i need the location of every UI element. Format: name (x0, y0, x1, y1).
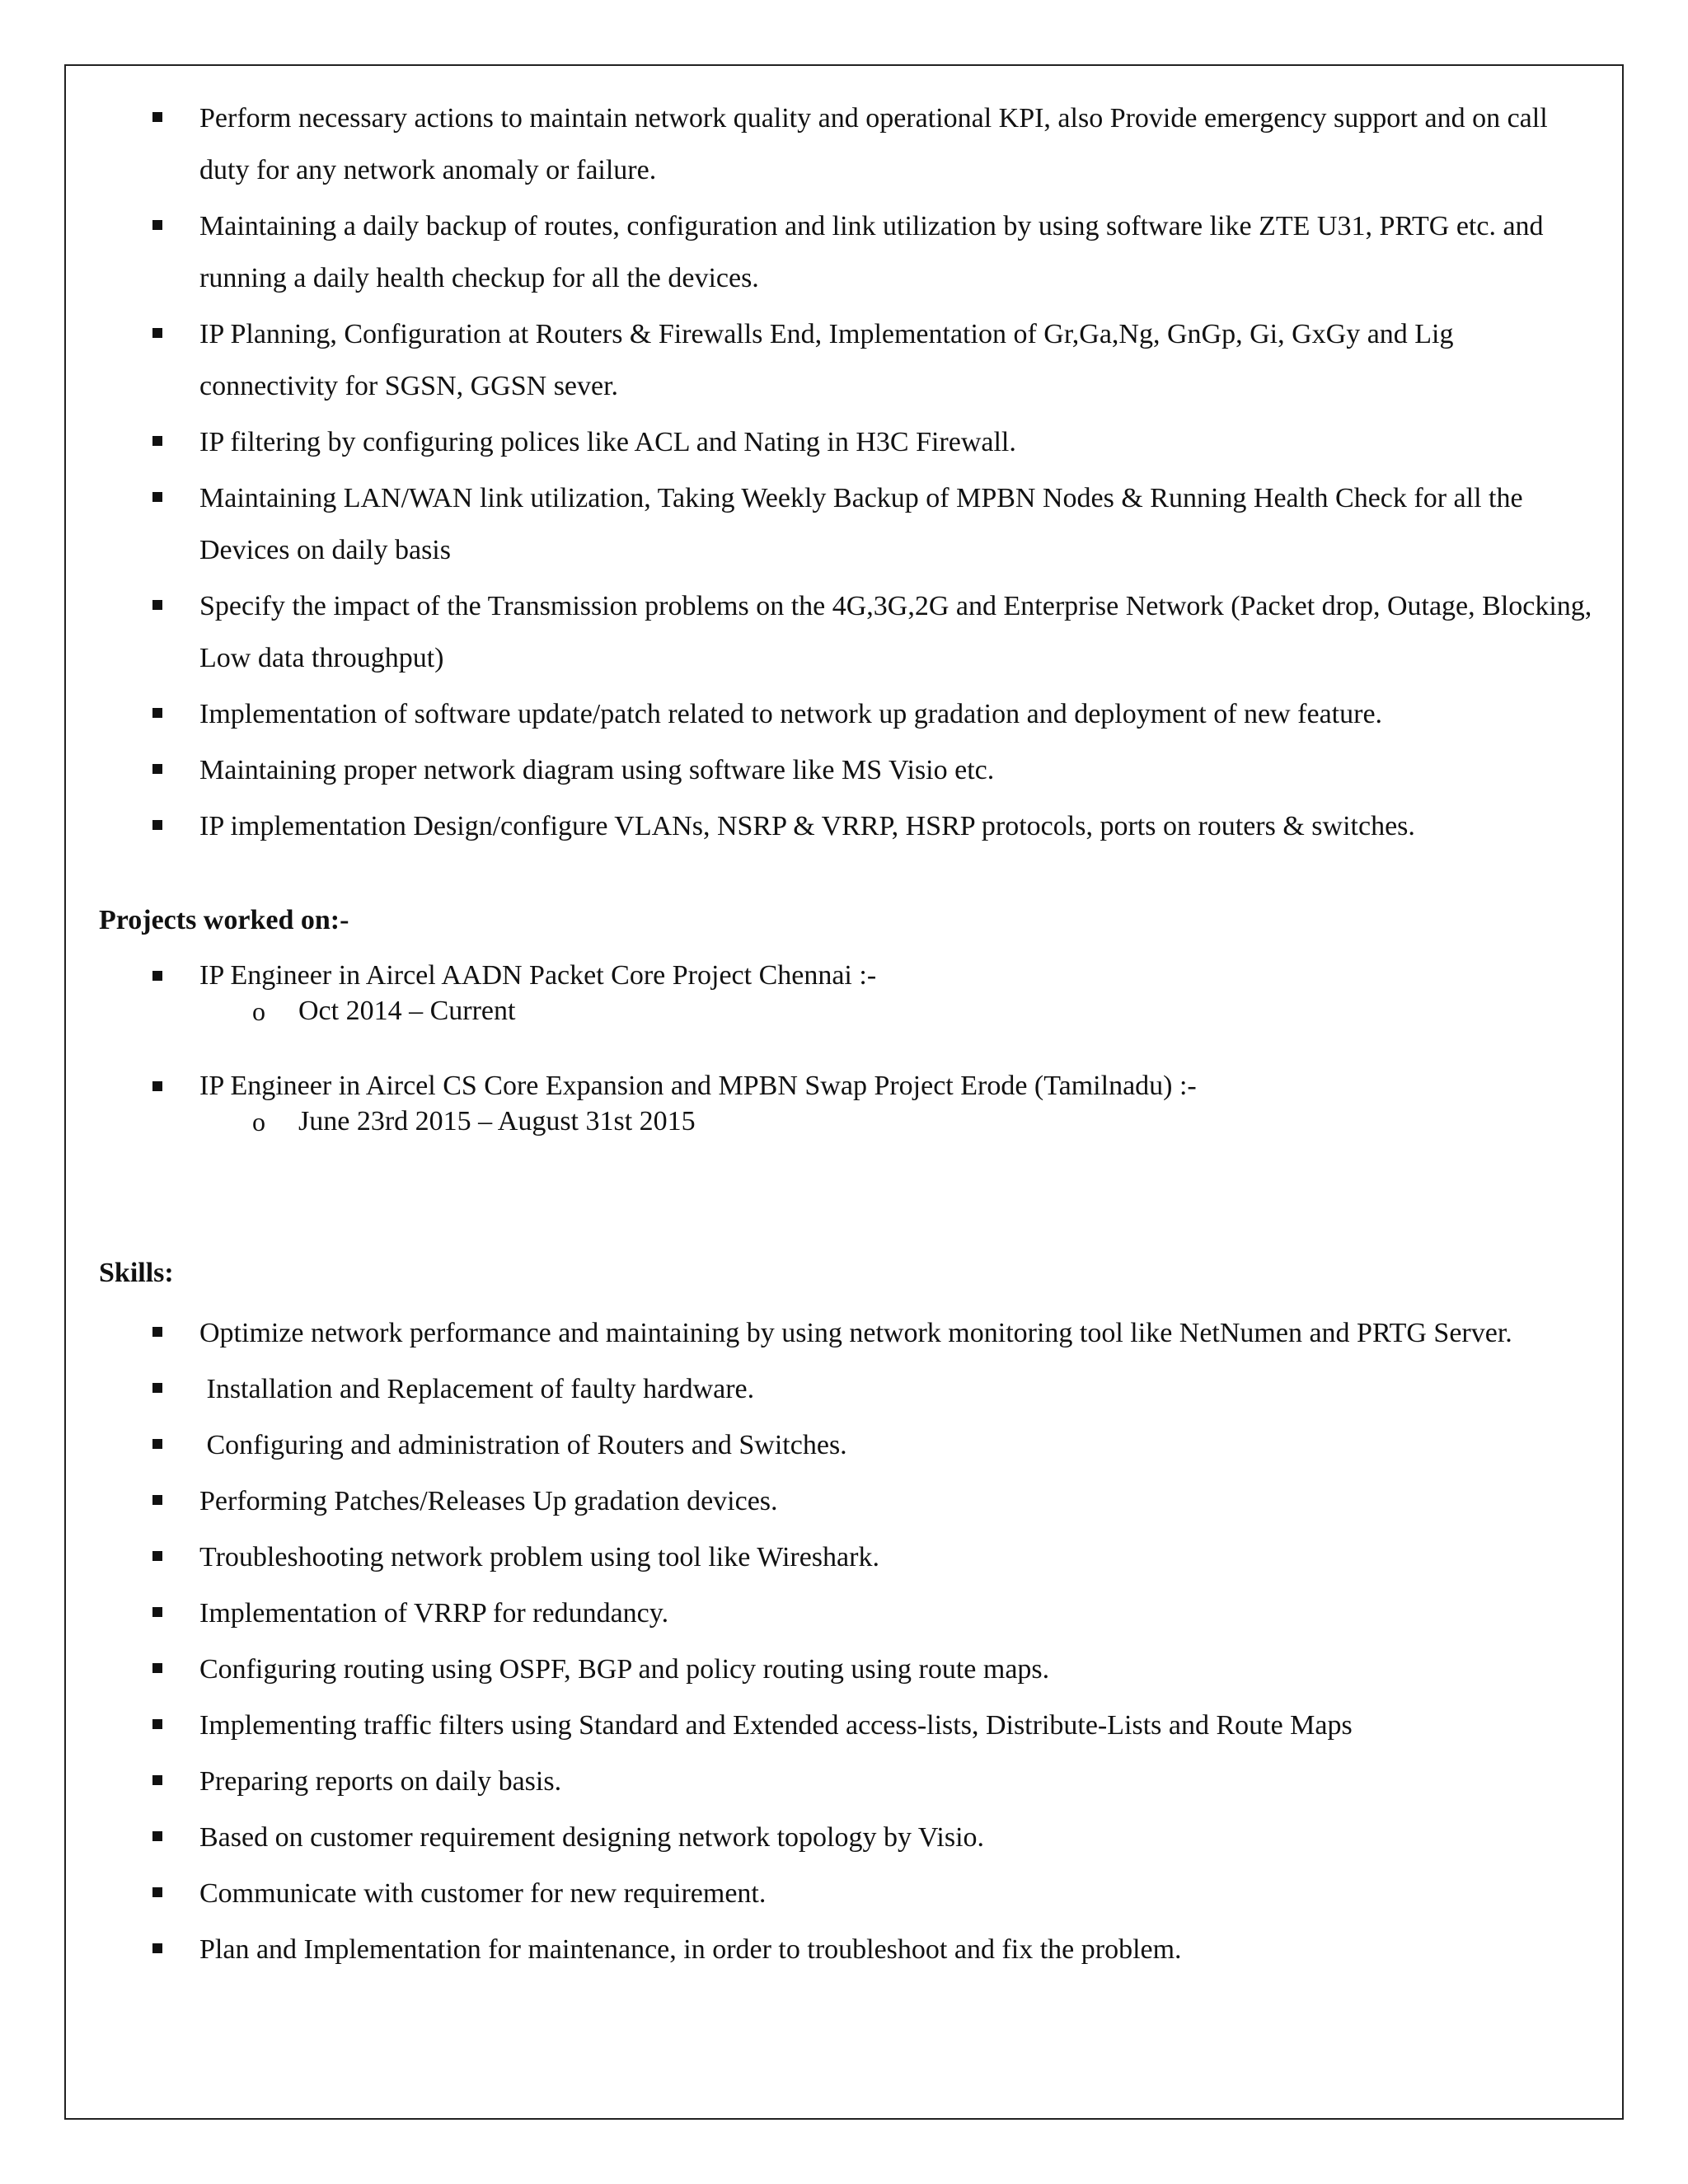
square-bullet-icon (152, 600, 162, 610)
list-item (99, 744, 1599, 796)
project-period-text: Oct 2014 – Current (298, 996, 516, 1026)
list-item-text: Implementation of VRRP for redundancy. (199, 1598, 669, 1629)
skills-heading: Skills: (99, 1258, 174, 1288)
square-bullet-icon (152, 1495, 162, 1505)
square-bullet-icon (152, 436, 162, 446)
list-item-text: Perform necessary actions to maintain network quality and operational KPI, also Provide emergency support and on call duty for any network anomaly or failure. (199, 103, 1548, 185)
list-item-text: Communicate with customer for new requirement. (199, 1878, 767, 1909)
project-item (99, 1068, 1599, 1104)
list-item (99, 1699, 1599, 1751)
list-item (99, 1531, 1599, 1583)
circle-bullet-icon: o (252, 1107, 265, 1137)
list-item-text: Performing Patches/Releases Up gradation devices. (199, 1486, 778, 1516)
list-item (99, 1811, 1599, 1863)
list-item-text: Implementation of software update/patch related to network up gradation and deployment of new feature. (199, 699, 1383, 729)
square-bullet-icon (152, 1719, 162, 1729)
list-item (99, 472, 1599, 576)
list-item (99, 416, 1599, 468)
circle-bullet-icon: o (252, 996, 265, 1026)
square-bullet-icon (152, 1439, 162, 1449)
list-item-text: Maintaining proper network diagram using software like MS Visio etc. (199, 755, 995, 785)
project-period-text: June 23rd 2015 – August 31st 2015 (298, 1106, 696, 1137)
projects-list (99, 958, 1599, 1139)
list-item (99, 92, 1599, 196)
square-bullet-icon (152, 764, 162, 774)
list-item-text: Based on customer requirement designing network topology by Visio. (199, 1822, 985, 1853)
list-item (99, 688, 1599, 740)
list-item (99, 308, 1599, 412)
square-bullet-icon (152, 112, 162, 122)
list-item-text: Preparing reports on daily basis. (199, 1766, 562, 1797)
list-item (99, 1419, 1599, 1471)
square-bullet-icon (152, 1551, 162, 1561)
list-item (99, 1475, 1599, 1527)
list-item-text: Troubleshooting network problem using tool like Wireshark. (199, 1542, 879, 1572)
list-item (99, 1643, 1599, 1695)
list-item (99, 1587, 1599, 1639)
square-bullet-icon (152, 220, 162, 230)
project-item (99, 958, 1599, 994)
list-item (99, 1307, 1599, 1359)
square-bullet-icon (152, 1383, 162, 1393)
list-item (99, 800, 1599, 852)
square-bullet-icon (152, 492, 162, 502)
projects-heading: Projects worked on:- (99, 905, 349, 935)
square-bullet-icon (152, 1943, 162, 1953)
duties-list (99, 92, 1599, 852)
list-item-text: IP Planning, Configuration at Routers & Firewalls End, Implementation of Gr,Ga,Ng, GnGp, Gi, GxGy and Lig connectivity for SGSN, GGSN sever. (199, 319, 1454, 401)
square-bullet-icon (152, 1081, 162, 1091)
list-item (99, 1924, 1599, 1975)
list-item (99, 580, 1599, 684)
list-item-text: IP filtering by configuring polices like ACL and Nating in H3C Firewall. (199, 427, 1016, 457)
skills-list (99, 1307, 1599, 1975)
square-bullet-icon (152, 971, 162, 981)
list-item-text: Implementing traffic filters using Standard and Extended access-lists, Distribute-Lists and Route Maps (199, 1710, 1353, 1741)
list-item-text: Maintaining LAN/WAN link utilization, Taking Weekly Backup of MPBN Nodes & Running Health Check for all the Devices on daily basis (199, 483, 1523, 565)
list-item-text: Installation and Replacement of faulty hardware. (199, 1374, 755, 1404)
square-bullet-icon (152, 1663, 162, 1673)
list-item-text: Configuring and administration of Routers and Switches. (199, 1430, 847, 1460)
square-bullet-icon (152, 820, 162, 830)
list-item (99, 1755, 1599, 1807)
list-item (99, 200, 1599, 304)
project-period (99, 994, 1599, 1029)
list-item-text: Specify the impact of the Transmission problems on the 4G,3G,2G and Enterprise Network (Packet drop, Outage, Blocking, Low data throughput) (199, 591, 1592, 673)
square-bullet-icon (152, 328, 162, 338)
square-bullet-icon (152, 1327, 162, 1337)
square-bullet-icon (152, 1607, 162, 1617)
square-bullet-icon (152, 1887, 162, 1897)
list-item-text: Optimize network performance and maintaining by using network monitoring tool like NetNumen and PRTG Server. (199, 1318, 1512, 1348)
document-body (99, 92, 1599, 1980)
list-item-text: IP implementation Design/configure VLANs, NSRP & VRRP, HSRP protocols, ports on routers & switches. (199, 811, 1415, 841)
list-item-text: Configuring routing using OSPF, BGP and policy routing using route maps. (199, 1654, 1050, 1685)
square-bullet-icon (152, 1775, 162, 1785)
project-name: IP Engineer in Aircel CS Core Expansion and MPBN Swap Project Erode (Tamilnadu) :- (199, 1071, 1197, 1101)
list-item (99, 1363, 1599, 1415)
list-item-text: Maintaining a daily backup of routes, configuration and link utilization by using software like ZTE U31, PRTG etc. and running a daily health checkup for all the devices. (199, 211, 1544, 293)
square-bullet-icon (152, 708, 162, 718)
list-item-text: Plan and Implementation for maintenance, in order to troubleshoot and fix the problem. (199, 1934, 1182, 1965)
list-item (99, 1868, 1599, 1919)
square-bullet-icon (152, 1831, 162, 1841)
project-period (99, 1104, 1599, 1139)
project-name: IP Engineer in Aircel AADN Packet Core Project Chennai :- (199, 960, 877, 991)
